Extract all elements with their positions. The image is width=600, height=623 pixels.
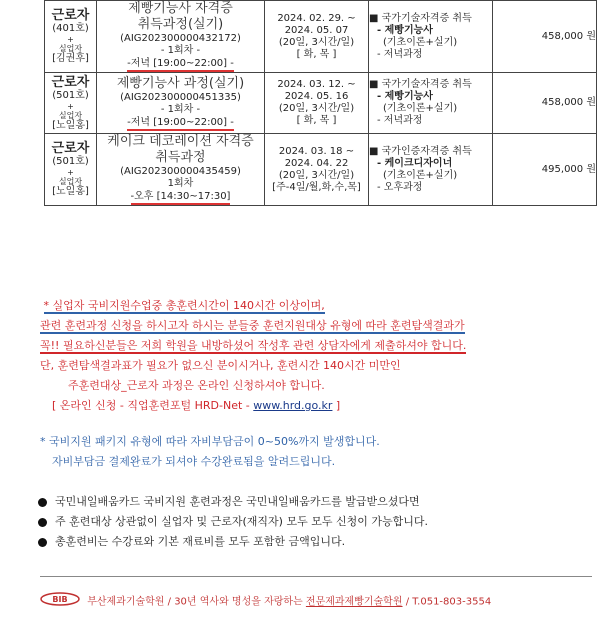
classroom-number: (401호): [52, 23, 89, 34]
unemployed-label: 실업자: [58, 177, 83, 186]
course-days: [주-4일/월,화,수,목]: [272, 181, 361, 193]
classroom-number: (501호): [52, 156, 89, 167]
certification-name: - 제빵기능사: [377, 24, 433, 36]
bullet-dot-icon: [38, 538, 47, 547]
course-code: (AIG202300000432172): [120, 33, 241, 44]
unemployed-label: 실업자: [58, 110, 83, 120]
trainee-type: 근로자: [51, 141, 90, 156]
course-price: 458,000 원: [493, 1, 597, 73]
course-days: [ 화, 목 ]: [296, 115, 337, 126]
footer-phone: / T.051-803-3554: [402, 596, 492, 608]
notice-line-2: 관련 훈련과정 신청을 하시고자 하시는 분들중 훈련지원대상 유형에 따라 훈련탐색결과가: [40, 319, 465, 332]
course-title: 케이크 데코레이션 자격증: [107, 134, 254, 149]
course-duration: (20일, 3시간/일): [278, 103, 355, 114]
course-title-2: 취득과정(실기): [137, 17, 224, 32]
course-duration: (20일, 3시간/일): [278, 36, 355, 48]
certification-scope: (기초이론+실기): [383, 103, 458, 114]
course-title-cell: [97, 134, 265, 206]
certification-name: - 제빵기능사: [377, 91, 433, 102]
payment-line-2: 자비부담금 결제완료가 되셔야 수강완료됨을 알려드립니다.: [52, 455, 336, 468]
certification-type: ■ 국가기술자격증 취득: [369, 79, 472, 90]
bullet-item: 국민내일배움카드 국비지원 훈련과정은 국민내일배움카드를 발급받으셨다면: [38, 492, 596, 512]
payment-section: [40, 432, 596, 472]
bullet-dot-icon: [38, 498, 47, 507]
notice-line-1: * 실업자 국비지원수업중 총훈련시간이 140시간 이상이며,: [43, 299, 325, 312]
period-end: 2024. 05. 16: [284, 91, 349, 102]
plus-sign: +: [67, 101, 74, 111]
class-shift: - 오후과정: [377, 181, 423, 193]
course-code: (AIG202300000451335): [120, 91, 241, 103]
table-row: [45, 73, 597, 134]
course-price: 458,000 원: [493, 73, 597, 134]
course-period-cell: [265, 134, 369, 206]
plus-sign: +: [67, 35, 74, 44]
certification-type: ■ 국가기술자격증 취득: [369, 12, 472, 24]
course-time: -오후 [14:30~17:30]: [131, 190, 231, 205]
notice-line-3: 꼭!! 필요하신분들은 저희 학원을 내방하셨어 작성후 관련 상담자에게 제출하셔야 합니다.: [40, 339, 467, 352]
instructor-name: [노일홍]: [52, 119, 89, 131]
classroom-number: (501호): [52, 89, 89, 101]
bullet-list: [38, 492, 596, 552]
course-session: 1회차: [167, 178, 194, 189]
notice-section: [40, 296, 596, 416]
trainee-type-cell: [45, 1, 97, 73]
bullet-item: 주 훈련대상 상관없이 실업자 및 근로자(재직자) 모두 모두 신청이 가능합니다.: [38, 512, 596, 532]
trainee-type-cell: [45, 73, 97, 134]
course-price: 495,000 원: [493, 134, 597, 206]
course-period-cell: [265, 1, 369, 73]
footer-divider: [40, 576, 592, 577]
svg-text:BIB: BIB: [52, 595, 68, 604]
class-shift: - 저녁과정: [377, 48, 423, 60]
academy-full-name: 전문제과제빵기술학원: [305, 596, 403, 608]
course-duration: (20일, 3시간/일): [278, 169, 355, 181]
course-title: 제빵기능사 과정(실기): [116, 75, 245, 91]
certification-type: ■ 국가인증자격증 취득: [369, 145, 472, 157]
footer: [40, 592, 600, 611]
certification-cell: [369, 73, 493, 134]
course-code: (AIG202300000435459): [120, 166, 241, 177]
trainee-type: 근로자: [51, 74, 90, 90]
period-end: 2024. 04. 22: [284, 157, 349, 169]
instructor-name: [노일홍]: [52, 186, 89, 197]
table-row: [45, 1, 597, 73]
trainee-type-cell: [45, 134, 97, 206]
period-end: 2024. 05. 07: [284, 24, 349, 36]
period-start: 2024. 03. 18 ~: [278, 145, 355, 157]
certification-cell: [369, 1, 493, 73]
table-row: [45, 134, 597, 206]
certification-name: - 케이크디자이너: [377, 157, 453, 169]
notice-line-5: 주훈련대상_근로자 과정은 온라인 신청하셔야 합니다.: [68, 379, 325, 392]
period-start: 2024. 02. 29. ~: [277, 12, 356, 24]
notice-line-4: 단, 훈련탐색결과표가 필요가 없으신 분이시거나, 훈련시간 140시간 미만인: [40, 359, 401, 372]
course-table: [44, 0, 597, 206]
course-time: -저녁 [19:00~22:00] -: [127, 116, 234, 131]
notice-line-6: [ 온라인 신청 - 직업훈련포털 HRD-Net - www.hrd.go.kr ]: [52, 399, 341, 412]
academy-logo-icon: [40, 592, 80, 611]
course-time: -저녁 [19:00~22:00] -: [127, 57, 234, 72]
course-session: - 1회차 -: [160, 45, 201, 56]
course-days: [ 화, 목 ]: [296, 48, 337, 60]
bullet-dot-icon: [38, 518, 47, 527]
certification-cell: [369, 134, 493, 206]
payment-line-1: * 국비지원 패키지 유형에 따라 자비부담금이 0~50%까지 발생합니다.: [40, 435, 380, 448]
period-start: 2024. 03. 12. ~: [277, 79, 356, 90]
instructor-name: [김권후]: [52, 53, 89, 64]
hrd-net-link[interactable]: www.hrd.go.kr: [253, 399, 333, 412]
certification-scope: (기초이론+실기): [383, 36, 458, 48]
course-period-cell: [265, 73, 369, 134]
course-title-cell: [97, 73, 265, 134]
bullet-item: 총훈련비는 수강료와 기본 재료비를 모두 포함한 금액입니다.: [38, 532, 596, 552]
certification-scope: (기초이론+실기): [383, 169, 458, 181]
course-title: 제빵기능사 자격증: [128, 1, 233, 16]
trainee-type: 근로자: [51, 8, 90, 23]
plus-sign: +: [67, 168, 74, 177]
unemployed-label: 실업자: [58, 44, 83, 53]
footer-slogan: / 30년 역사와 명성을 자랑하는: [164, 596, 306, 608]
course-title-cell: [97, 1, 265, 73]
class-shift: - 저녁과정: [377, 115, 423, 126]
course-title-2: 취득과정: [155, 150, 206, 165]
course-session: - 1회차 -: [160, 103, 201, 115]
academy-name: 부산제과기술학원: [87, 596, 165, 608]
